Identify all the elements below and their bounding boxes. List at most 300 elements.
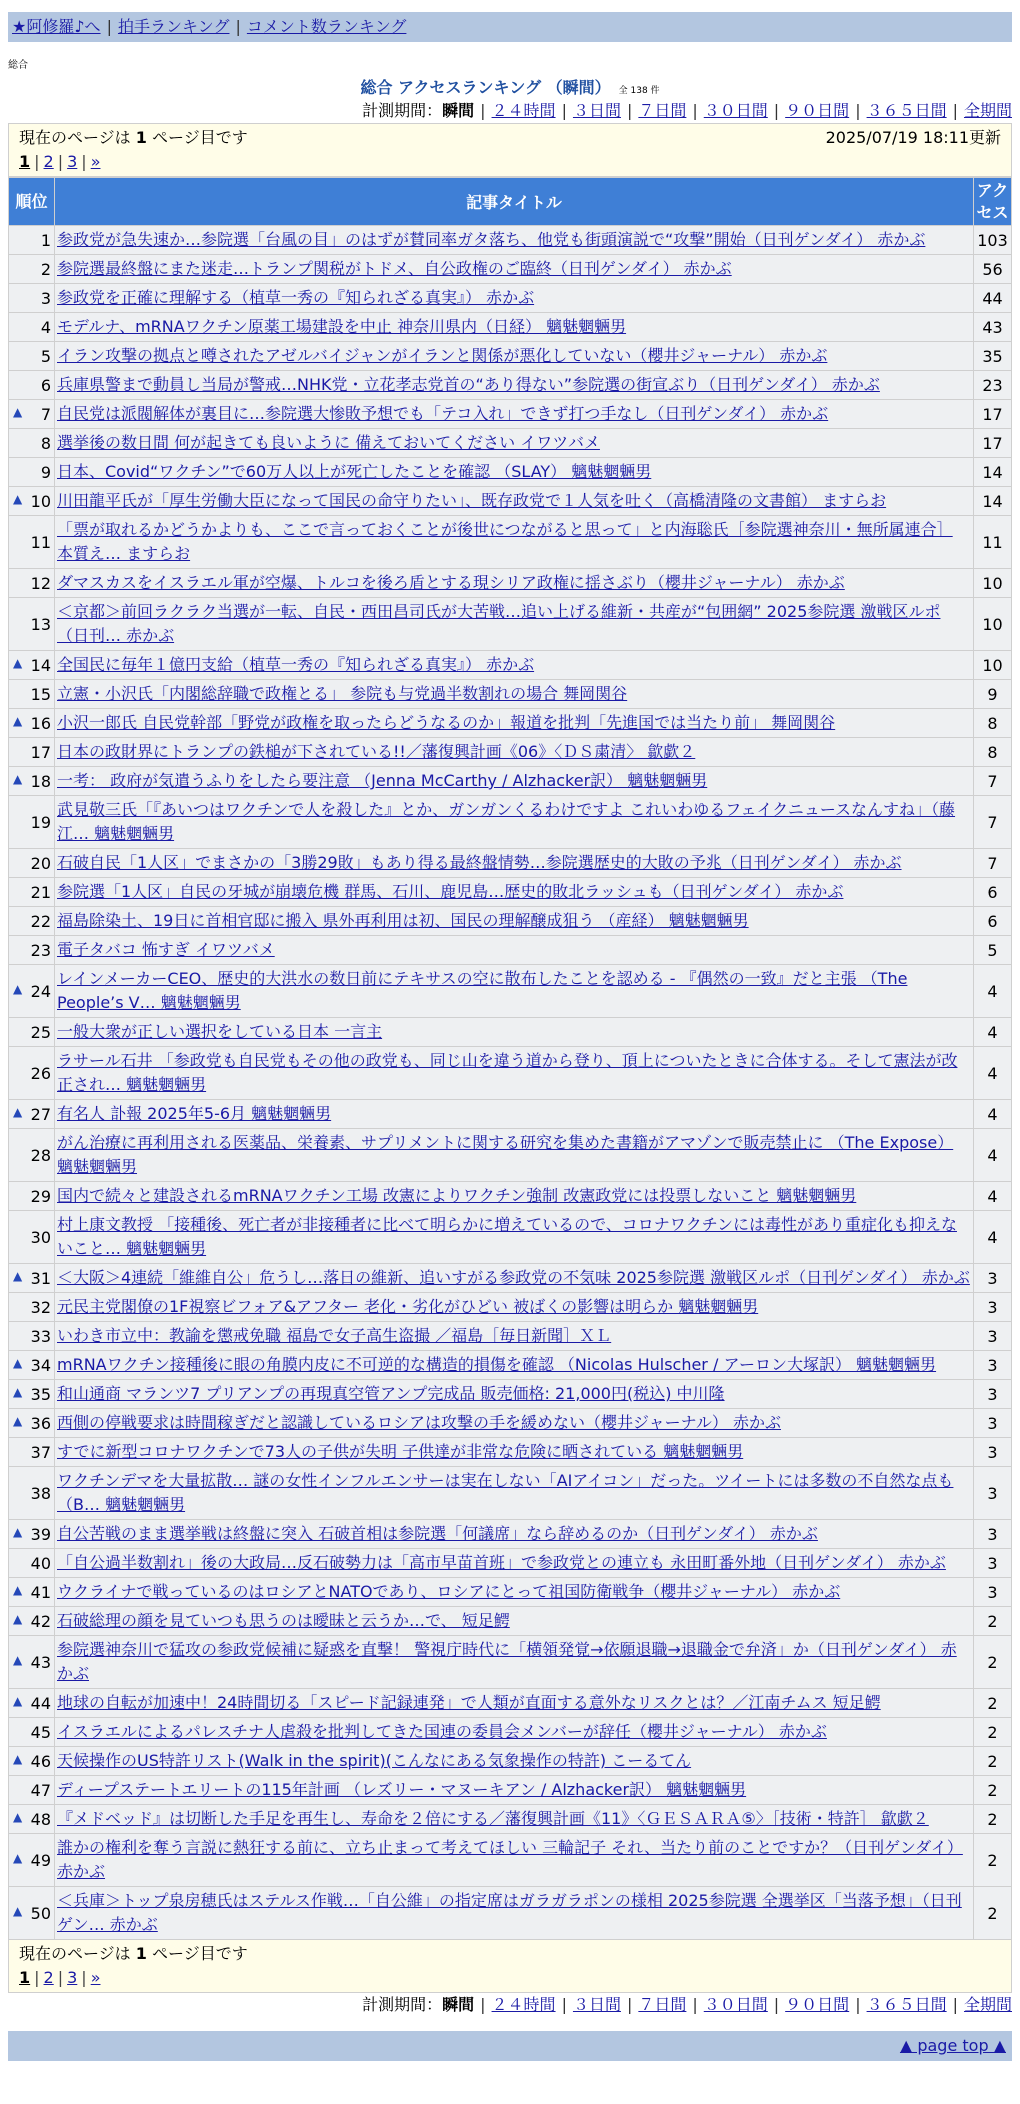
rank-number: 17 [30,742,51,762]
rank-cell [9,1438,55,1467]
access-count: 7 [974,796,1012,849]
article-link[interactable]: イスラエルによるパレスチナ人虐殺を批判してきた国連の委員会メンバーが辞任（櫻井ジャーナル） 赤かぶ [57,1722,827,1741]
rank-cell [9,796,55,849]
table-row [9,1549,1012,1578]
article-link[interactable]: 全国民に毎年１億円支給（植草一秀の『知られざる真実』） 赤かぶ [57,655,535,674]
table-row [9,1211,1012,1264]
table-row [9,878,1012,907]
rank-number: 40 [30,1553,51,1573]
article-link[interactable]: 参院選神奈川で猛攻の参政党候補に疑惑を直撃！ 警視庁時代に「横領発覚→依願退職→退職金で弁済」か（日刊ゲンダイ） 赤かぶ [57,1640,957,1683]
rank-cell [9,1351,55,1380]
table-row [9,1380,1012,1409]
article-link[interactable]: ＜京都＞前回ラクラク当選が一転、自民・西田昌司氏が大苦戦…追い上げる維新・共産が“包囲網” 2025参院選 激戦区ルポ（日刊… 赤かぶ [57,602,941,645]
rank-number: 14 [30,655,51,675]
rank-number: 48 [30,1809,51,1829]
rank-cell [9,680,55,709]
nav-separator: | [235,17,241,36]
article-link[interactable]: ディープステートエリートの115年計画 （レズリー・マヌーキアン / Alzhacker訳） 魑魅魍魎男 [57,1780,747,1799]
access-count: 4 [974,1100,1012,1129]
rank-number: 32 [30,1297,51,1317]
title-cell [55,1520,974,1549]
rank-number: 31 [30,1268,51,1288]
current-page-text: 現在のページは 1 ページ目です [19,128,248,147]
period-label: 計測期間： [362,101,443,120]
title-cell [55,1182,974,1211]
period-link-7d[interactable]: ７日間 [638,101,687,120]
article-link[interactable]: 参政党が急失速か…参院選「台風の目」のはずが賛同率ガタ落ち、他党も街頭演説で“攻撃”開始（日刊ゲンダイ） 赤かぶ [57,230,926,249]
nav-link-asyura-home[interactable]: ★阿修羅♪へ [12,17,101,36]
table-row [9,1520,1012,1549]
rank-number: 21 [30,882,51,902]
rank-number: 36 [30,1413,51,1433]
table-row [9,342,1012,371]
table-row [9,1805,1012,1834]
title-cell [55,255,974,284]
rank-number: 8 [40,433,51,453]
rank-number: 23 [30,940,51,960]
title-cell [55,738,974,767]
rank-number: 19 [30,812,51,832]
article-link[interactable]: ウクライナで戦っているのはロシアとNATOであり、ロシアにとって祖国防衛戦争（櫻井ジャーナル） 赤かぶ [57,1582,841,1601]
rank-number: 28 [30,1145,51,1165]
rank-cell [9,1607,55,1636]
period-link-24h-bottom[interactable]: ２４時間 [491,1995,556,2014]
article-link[interactable]: 地球の自転が加速中！24時間切る「スピード記録連発」で人類が直面する意外なリスクとは？／江南チムス 短足鰐 [57,1693,881,1712]
table-row [9,1776,1012,1805]
table-row [9,1467,1012,1520]
rank-cell [9,849,55,878]
access-count: 3 [974,1322,1012,1351]
table-row [9,796,1012,849]
rank-up-arrow-icon: ▲ [13,1693,23,1708]
period-link-30d-bottom[interactable]: ３０日間 [703,1995,768,2014]
title-cell [55,796,974,849]
rank-number: 26 [30,1063,51,1083]
rank-number: 15 [30,684,51,704]
title-cell [55,1100,974,1129]
article-link[interactable]: 天候操作のUS特許リスト(Walk in the spirit)(こんなにある気象操作の特許) こーるてん [57,1751,692,1770]
article-link[interactable]: ワクチンデマを大量拡散… 謎の女性インフルエンサーは実在しない「AIアイコン」だった。ツイートには多数の不自然な点も（B… 魑魅魍魎男 [57,1471,954,1514]
table-row [9,1636,1012,1689]
rank-up-arrow-icon: ▲ [13,1384,23,1399]
rank-number: 37 [30,1442,51,1462]
rank-cell [9,1636,55,1689]
rank-number: 35 [30,1384,51,1404]
access-count: 6 [974,907,1012,936]
article-link[interactable]: 石破総理の顔を見ていつも思うのは曖昧と云うか…で、 短足鰐 [57,1611,510,1630]
rank-number: 39 [30,1524,51,1544]
table-row [9,1351,1012,1380]
rank-number: 10 [30,491,51,511]
page-link-3-bottom[interactable]: 3 [67,1968,78,1987]
rank-up-arrow-icon: ▲ [13,1903,23,1918]
rank-cell [9,1380,55,1409]
access-count: 103 [974,226,1012,255]
rank-cell [9,487,55,516]
rank-cell [9,226,55,255]
article-link[interactable]: 電子タバコ 怖すぎ イワツバメ [57,940,275,959]
rank-number: 1 [40,230,51,250]
table-row [9,907,1012,936]
article-link[interactable]: ＜大阪＞4連続「維維自公」危うし…落日の維新、追いすがる参政党の不気味 2025参院選 激戦区ルポ（日刊ゲンダイ） 赤かぶ [57,1268,970,1287]
article-link[interactable]: 福島除染土、19日に首相官邸に搬入 県外再利用は初、国民の理解醸成狙う （産経） 魑魅魍魎男 [57,911,749,930]
access-count: 9 [974,680,1012,709]
title-cell [55,849,974,878]
rank-cell [9,1409,55,1438]
rank-cell [9,516,55,569]
access-count: 7 [974,767,1012,796]
table-row [9,371,1012,400]
title-cell [55,313,974,342]
access-count: 6 [974,878,1012,907]
table-row [9,255,1012,284]
title-cell [55,1549,974,1578]
rank-cell [9,1776,55,1805]
rank-number: 20 [30,853,51,873]
article-link[interactable]: 日本の政財界にトランプの鉄槌が下されている!!／藩復興計画《06》〈ＤＳ粛清〉 歙歔２ [57,742,696,761]
rank-cell [9,371,55,400]
title-cell [55,1293,974,1322]
table-row [9,313,1012,342]
access-count: 3 [974,1351,1012,1380]
period-link-3d-bottom[interactable]: ３日間 [572,1995,621,2014]
access-count: 3 [974,1549,1012,1578]
article-link[interactable]: ラサール石井 「参政党も自民党もその他の政党も、同じ山を違う道から登り、頂上についたときに合体する。そして憲法が改正され… 魑魅魍魎男 [57,1051,958,1094]
rank-number: 45 [30,1722,51,1742]
page-link-next[interactable]: » [90,152,101,171]
header-title: 記事タイトル [55,178,974,226]
article-link[interactable]: モデルナ、mRNAワクチン原薬工場建設を中止 神奈川県内（日経） 魑魅魍魎男 [57,317,627,336]
page-link-2[interactable]: 2 [43,152,54,171]
period-current: 瞬間 [442,101,475,120]
article-link[interactable]: 石破自民「1人区」でまさかの「3勝29敗」もあり得る最終盤情勢…参院選歴史的大敗の予兆（日刊ゲンダイ） 赤かぶ [57,853,902,872]
title-cell [55,371,974,400]
title-cell [55,1018,974,1047]
rank-cell [9,1293,55,1322]
access-count: 8 [974,738,1012,767]
access-count: 11 [974,516,1012,569]
rank-number: 46 [30,1751,51,1771]
period-link-24h[interactable]: ２４時間 [491,101,556,120]
article-link[interactable]: レインメーカーCEO、歴史的大洪水の数日前にテキサスの空に散布したことを認める - 『偶然の一致』だと主張 （The People’s V… 魑魅魍魎男 [57,969,908,1012]
total-count: 全 138 件 [618,86,660,96]
table-row [9,1100,1012,1129]
period-selector-bottom: 計測期間：瞬間 | ２４時間 | ３日間 | ７日間 | ３０日間 | ９０日間 | ３６５日間 | 全期間 [362,1995,1012,2014]
table-row [9,767,1012,796]
article-link[interactable]: 一考： 政府が気遣うふりをしたら要注意 （Jenna McCarthy / Alzhacker訳） 魑魅魍魎男 [57,771,708,790]
updated-time: 2025/07/19 18:11更新 [825,128,1001,147]
title-cell [55,1578,974,1607]
access-count: 4 [974,1182,1012,1211]
table-row [9,936,1012,965]
rank-cell [9,1322,55,1351]
title-cell [55,1776,974,1805]
rank-up-arrow-icon: ▲ [13,713,23,728]
title-cell [55,1211,974,1264]
article-link[interactable]: 西側の停戦要求は時間稼ぎだと認識しているロシアは攻撃の手を緩めない（櫻井ジャーナル） 赤かぶ [57,1413,781,1432]
table-row [9,1018,1012,1047]
rank-up-arrow-icon: ▲ [13,1413,23,1428]
article-link[interactable]: いわき市立中：教諭を懲戒免職 福島で女子高生盗撮 ／福島［毎日新聞］ＸＬ [57,1326,612,1345]
category-label: 総合 [8,60,28,71]
article-link[interactable]: ダマスカスをイスラエル軍が空爆、トルコを後ろ盾とする現シリア政権に揺さぶり（櫻井ジャーナル） 赤かぶ [57,573,845,592]
access-count: 4 [974,965,1012,1018]
access-count: 2 [974,1776,1012,1805]
article-link[interactable]: 武見敬三氏「『あいつはワクチンで人を殺した』とか、ガンガンくるわけですよ これいわゆるフェイクニュースなんすね」（藤江… 魑魅魍魎男 [57,800,956,843]
rank-number: 13 [30,614,51,634]
pager-bottom [8,1940,1012,1993]
article-link[interactable]: がん治療に再利用される医薬品、栄養素、サプリメントに関する研究を集めた書籍がアマゾンで販売禁止に （The Expose） 魑魅魍魎男 [57,1133,954,1176]
article-link[interactable]: 誰かの権利を奪う言説に熱狂する前に、立ち止まって考えてほしい 三輪記子 それ、当たり前のことですか？（日刊ゲンダイ） 赤かぶ [57,1838,963,1881]
rank-cell [9,651,55,680]
table-row [9,429,1012,458]
period-link-365d[interactable]: ３６５日間 [866,101,947,120]
access-count: 2 [974,1805,1012,1834]
access-count: 5 [974,936,1012,965]
page-link-2-bottom[interactable]: 2 [43,1968,54,1987]
period-link-365d-bottom[interactable]: ３６５日間 [866,1995,947,2014]
rank-cell [9,1578,55,1607]
rank-cell [9,1182,55,1211]
rank-number: 7 [40,404,51,424]
access-count: 2 [974,1747,1012,1776]
table-row [9,1293,1012,1322]
rank-cell [9,1100,55,1129]
table-row [9,226,1012,255]
rank-number: 2 [40,259,51,279]
table-row [9,1607,1012,1636]
rank-number: 33 [30,1326,51,1346]
rank-up-arrow-icon: ▲ [13,1104,23,1119]
rank-number: 25 [30,1022,51,1042]
rank-number: 44 [30,1693,51,1713]
page-top-link[interactable]: ▲ page top ▲ [899,2036,1006,2055]
access-count: 3 [974,1467,1012,1520]
access-count: 2 [974,1887,1012,1940]
period-link-30d[interactable]: ３０日間 [703,101,768,120]
rank-cell [9,1211,55,1264]
article-link[interactable]: 自公苦戦のまま選挙戦は終盤に突入 石破首相は参院選「何議席」なら辞めるのか（日刊ゲンダイ） 赤かぶ [57,1524,818,1543]
table-row [9,680,1012,709]
rank-cell [9,1129,55,1182]
page-top-bar [8,2031,1012,2061]
article-link[interactable]: 有名人 訃報 2025年5-6月 魑魅魍魎男 [57,1104,332,1123]
rank-number: 22 [30,911,51,931]
table-row [9,458,1012,487]
title-cell [55,458,974,487]
article-link[interactable]: 「票が取れるかどうかよりも、ここで言っておくことが後世につながると思って」と内海聡氏［参院選神奈川・無所属連合］ 本質え… ますらお [57,520,953,563]
rank-number: 4 [40,317,51,337]
title-cell [55,767,974,796]
article-link[interactable]: 選挙後の数日間 何が起きても良いように 備えておいてください イワツバメ [57,433,600,452]
rank-up-arrow-icon: ▲ [13,491,23,506]
rank-number: 9 [40,462,51,482]
table-row [9,651,1012,680]
pagination: 1 | 2 | 3 | » [19,152,101,171]
period-link-3d[interactable]: ３日間 [572,101,621,120]
title-cell [55,226,974,255]
rank-up-arrow-icon: ▲ [13,1268,23,1283]
title-cell [55,1322,974,1351]
rank-number: 3 [40,288,51,308]
rank-number: 24 [30,981,51,1001]
rank-number: 6 [40,375,51,395]
rank-cell [9,342,55,371]
article-link[interactable]: 『メドベッド』は切断した手足を再生し、寿命を２倍にする／藩復興計画《11》〈ＧＥＳＡＲＡ⑤〉［技術・特許］ 歙歔２ [57,1809,929,1828]
article-link[interactable]: 和山通商 マランツ7 プリアンプの再現真空管アンプ完成品 販売価格: 21,000円(税込) 中川隆 [57,1384,725,1403]
table-row [9,738,1012,767]
title-cell [55,1047,974,1100]
title-cell [55,1834,974,1887]
nav-link-comment-ranking[interactable]: コメント数ランキング [246,17,407,36]
access-count: 3 [974,1409,1012,1438]
table-row [9,709,1012,738]
title-cell [55,709,974,738]
rank-cell [9,1549,55,1578]
rank-number: 43 [30,1652,51,1672]
table-row [9,1409,1012,1438]
table-row [9,1438,1012,1467]
rank-up-arrow-icon: ▲ [13,1652,23,1667]
rank-cell [9,767,55,796]
rank-number: 27 [30,1104,51,1124]
access-count: 3 [974,1380,1012,1409]
access-count: 3 [974,1520,1012,1549]
title-cell [55,878,974,907]
table-row [9,1834,1012,1887]
access-count: 7 [974,849,1012,878]
rank-cell [9,878,55,907]
table-row [9,1129,1012,1182]
period-link-7d-bottom[interactable]: ７日間 [638,1995,687,2014]
rank-cell [9,1887,55,1940]
rank-cell [9,1264,55,1293]
article-link[interactable]: すでに新型コロナワクチンで73人の子供が失明 子供達が非常な危険に晒されている 魑魅魍魎男 [57,1442,744,1461]
table-row [9,1182,1012,1211]
rank-up-arrow-icon: ▲ [13,1355,23,1370]
access-count: 14 [974,458,1012,487]
article-link[interactable]: ＜兵庫＞トップ泉房穂氏はステルス作戦…「自公維」の指定席はガラガラポンの様相 2025参院選 全選挙区「当落予想」（日刊ゲン… 赤かぶ [57,1891,962,1934]
title-cell [55,965,974,1018]
nav-link-clap-ranking[interactable]: 拍手ランキング [117,17,230,36]
article-link[interactable]: 小沢一郎氏 自民党幹部「野党が政権を取ったらどうなるのか」報道を批判「先進国では当たり前」 舞岡関谷 [57,713,836,732]
access-count: 2 [974,1636,1012,1689]
access-count: 3 [974,1438,1012,1467]
table-row [9,1747,1012,1776]
rank-up-arrow-icon: ▲ [13,1850,23,1865]
article-link[interactable]: 立憲・小沢氏「内閣総辞職で政権とる」 参院も与党過半数割れの場合 舞岡関谷 [57,684,628,703]
title-cell [55,1718,974,1747]
article-link[interactable]: 参政党を正確に理解する（植草一秀の『知られざる真実』） 赤かぶ [57,288,535,307]
period-link-all-bottom[interactable]: 全期間 [963,1995,1012,2014]
period-link-90d-bottom[interactable]: ９０日間 [785,1995,850,2014]
article-link[interactable]: 自民党は派閥解体が裏目に…参院選大惨敗予想でも「テコ入れ」できず打つ手なし（日刊ゲンダイ） 赤かぶ [57,404,829,423]
page-current-bottom: 1 [19,1968,31,1987]
rank-number: 34 [30,1355,51,1375]
rank-number: 11 [30,532,51,552]
title-cell [55,400,974,429]
table-row [9,1887,1012,1940]
article-link[interactable]: 国内で続々と建設されるmRNAワクチン工場 改憲によりワクチン強制 改憲政党には投票しないこと 魑魅魍魎男 [57,1186,857,1205]
table-row [9,284,1012,313]
table-row [9,849,1012,878]
header-count: アクセス [974,178,1012,226]
table-row [9,1264,1012,1293]
title-cell [55,680,974,709]
title-cell [55,1467,974,1520]
table-row [9,516,1012,569]
current-page-text-bottom: 現在のページは 1 ページ目です [19,1944,248,1963]
access-count: 56 [974,255,1012,284]
table-row [9,1322,1012,1351]
rank-cell [9,313,55,342]
article-link[interactable]: mRNAワクチン接種後に眼の角膜内皮に不可逆的な構造的損傷を確認 （Nicolas Hulscher / アーロン大塚訳） 魑魅魍魎男 [57,1355,937,1374]
article-link[interactable]: 兵庫県警まで動員し当局が警戒…NHK党・立花孝志党首の“あり得ない”参院選の街宣ぶり（日刊ゲンダイ） 赤かぶ [57,375,880,394]
rank-up-arrow-icon: ▲ [13,1524,23,1539]
access-count: 23 [974,371,1012,400]
access-count: 10 [974,598,1012,651]
table-row [9,487,1012,516]
title-cell [55,651,974,680]
rank-up-arrow-icon: ▲ [13,1582,23,1597]
period-link-90d[interactable]: ９０日間 [785,101,850,120]
title-cell [55,907,974,936]
rank-up-arrow-icon: ▲ [13,981,23,996]
table-row [9,598,1012,651]
title-cell [55,1438,974,1467]
access-count: 35 [974,342,1012,371]
access-count: 4 [974,1018,1012,1047]
rank-number: 47 [30,1780,51,1800]
pager-top [8,123,1012,177]
article-link[interactable]: 参院選最終盤にまた迷走…トランプ関税がトドメ、自公政権のご臨終（日刊ゲンダイ） 赤かぶ [57,259,732,278]
article-link[interactable]: 川田龍平氏が「厚生労働大臣になって国民の命守りたい」、既存政党で１人気を吐く（高橋清隆の文書館） ますらお [57,491,887,510]
access-count: 8 [974,709,1012,738]
access-count: 10 [974,651,1012,680]
ranking-table [8,177,1012,1940]
rank-cell [9,284,55,313]
article-link[interactable]: 一般大衆が正しい選択をしている日本 一言主 [57,1022,383,1041]
article-link[interactable]: 「自公過半数割れ」後の大政局…反石破勢力は「高市早苗首班」で参政党との連立も 永田町番外地（日刊ゲンダイ） 赤かぶ [57,1553,946,1572]
period-link-all[interactable]: 全期間 [963,101,1012,120]
rank-cell [9,1747,55,1776]
access-count: 2 [974,1718,1012,1747]
access-count: 2 [974,1607,1012,1636]
article-link[interactable]: 参院選「1人区」自民の牙城が崩壊危機 群馬、石川、鹿児島…歴史的敗北ラッシュも（日刊ゲンダイ） 赤かぶ [57,882,844,901]
rank-cell [9,458,55,487]
rank-cell [9,1047,55,1100]
article-link[interactable]: 元民主党閣僚の1F視察ビフォア&アフター 老化・劣化がひどい 被ばくの影響は明らか 魑魅魍魎男 [57,1297,759,1316]
rank-cell [9,965,55,1018]
title-cell [55,342,974,371]
page-current: 1 [19,152,31,171]
rank-up-arrow-icon: ▲ [13,771,23,786]
access-count: 14 [974,487,1012,516]
access-count: 44 [974,284,1012,313]
article-link[interactable]: イラン攻撃の拠点と噂されたアゼルバイジャンがイランと関係が悪化していない（櫻井ジャーナル） 赤かぶ [57,346,828,365]
page-link-next-bottom[interactable]: » [90,1968,101,1987]
table-row [9,1689,1012,1718]
article-link[interactable]: 日本、Covid“ワクチン”で60万人以上が死亡したことを確認 （SLAY） 魑魅魍魎男 [57,462,652,481]
article-link[interactable]: 村上康文教授 「接種後、死亡者が非接種者に比べて明らかに増えているので、コロナワクチンには毒性があり重症化も抑えないこと… 魑魅魍魎男 [57,1215,957,1258]
table-row [9,400,1012,429]
access-count: 10 [974,569,1012,598]
page-link-3[interactable]: 3 [67,152,78,171]
rank-cell [9,709,55,738]
ranking-title: 総合 アクセスランキング （瞬間） [360,78,611,97]
access-count: 4 [974,1047,1012,1100]
table-row [9,965,1012,1018]
